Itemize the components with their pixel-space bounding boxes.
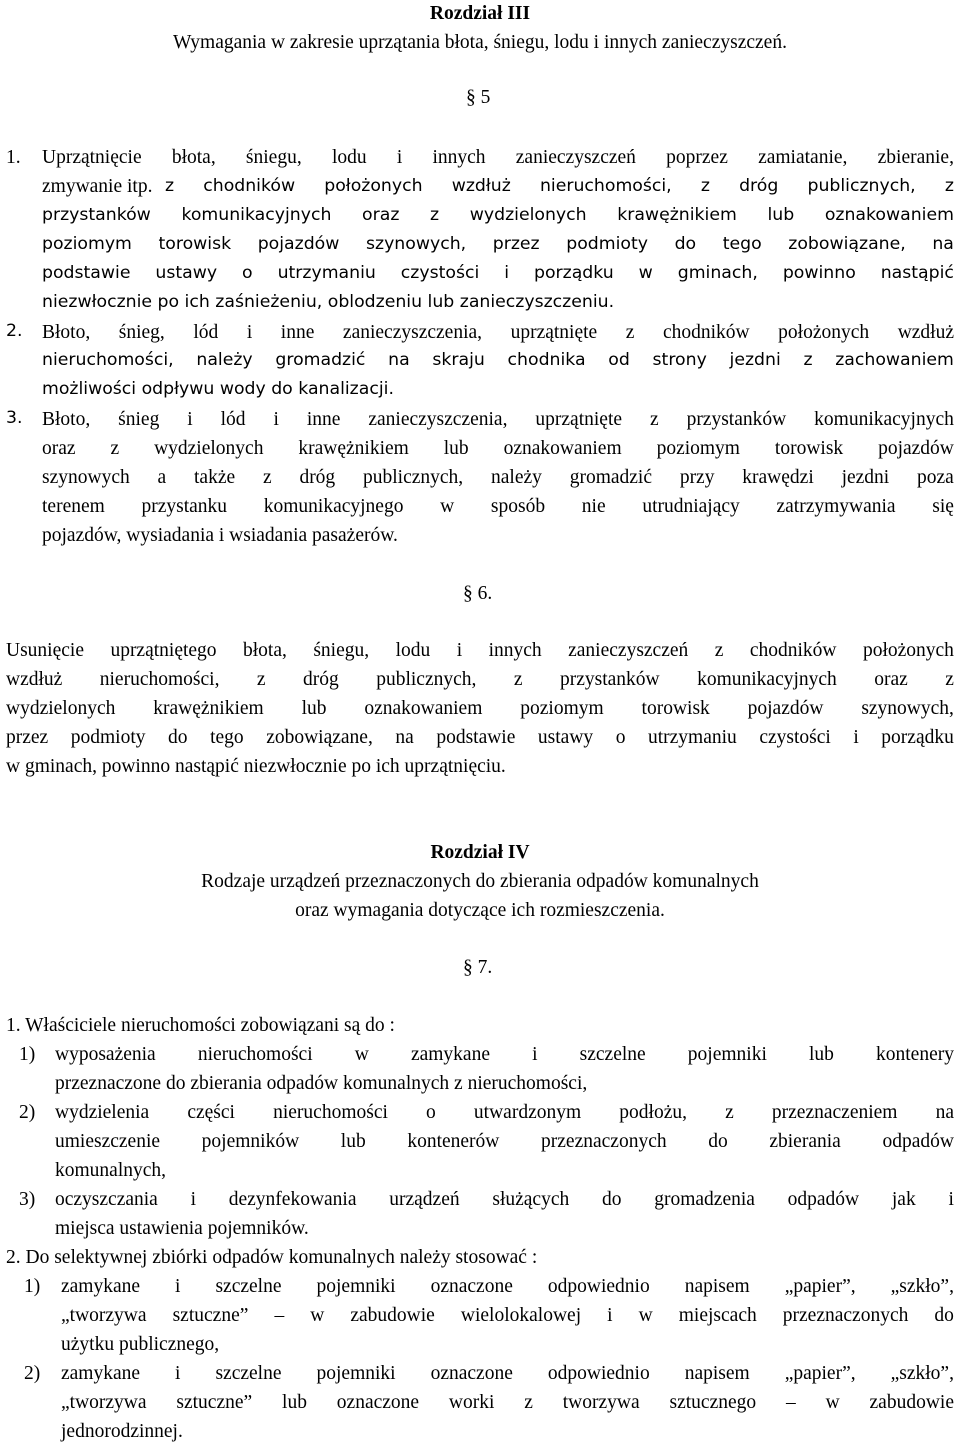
paragraph-line: z chodników położonych wzdłuż nieruchomości, z dróg publicznych, z (165, 176, 954, 196)
paragraph-line: oraz z wydzielonych krawężnikiem lub oznakowaniem poziomym torowisk pojazdów (42, 438, 954, 459)
list-item-line: jednorodzinnej. (61, 1421, 183, 1442)
list-item-line: zamykane i szczelne pojemniki oznaczone odpowiednio napisem „papier”, „szkło”, (61, 1363, 954, 1384)
paragraph-line: niezwłocznie po ich zaśnieżeniu, oblodzeniu lub zanieczyszczeniu. (42, 292, 615, 312)
list-item-line: zamykane i szczelne pojemniki oznaczone odpowiednio napisem „papier”, „szkło”, (61, 1276, 954, 1297)
list-item-line: przeznaczone do zbierania odpadów komunalnych z nieruchomości, (55, 1073, 588, 1094)
paragraph-line: poziomym torowisk pojazdów szynowych, przez podmioty do tego zobowiązane, na (42, 234, 954, 254)
section-7-mark: § 7. (463, 957, 493, 978)
chapter-4-title: Rodzaje urządzeń przeznaczonych do zbierania odpadów komunalnych (201, 871, 759, 892)
list-item-line: użytku publicznego, (61, 1334, 220, 1355)
chapter-4-heading: Rozdział IV (430, 842, 530, 863)
list-item-number: 3) (19, 1189, 36, 1210)
paragraph-line: Usunięcie uprzątniętego błota, śniegu, lodu i innych zanieczyszczeń z chodników położonych (6, 640, 954, 661)
list-item-line: komunalnych, (55, 1160, 167, 1181)
list-item-number: 2) (24, 1363, 41, 1384)
paragraph-line: pojazdów, wysiadania i wsiadania pasażerów. (42, 525, 398, 546)
paragraph-line: przystanków komunikacyjnych oraz z wydzielonych krawężnikiem lub oznakowaniem (42, 205, 954, 225)
paragraph-number: 1. (6, 147, 21, 168)
section-5-mark: § 5 (466, 87, 491, 108)
paragraph-line: zmywanie itp. (42, 176, 153, 197)
paragraph-line: w gminach, powinno nastąpić niezwłocznie po ich uprzątnięciu. (6, 756, 506, 777)
paragraph-heading: 2. Do selektywnej zbiórki odpadów komunalnych należy stosować : (6, 1247, 538, 1268)
list-item-line: „tworzywa sztuczne” lub oznaczone worki z tworzywa sztucznego – w zabudowie (61, 1392, 954, 1413)
list-item-number: 1) (24, 1276, 41, 1297)
paragraph-line: Błoto, śnieg, lód i inne zanieczyszczenia, uprzątnięte z chodników położonych wzdłuż (42, 322, 954, 343)
paragraph-line: wydzielonych krawężnikiem lub oznakowaniem poziomym torowisk pojazdów szynowych, (6, 698, 954, 719)
list-item-line: wyposażenia nieruchomości w zamykane i szczelne pojemniki lub kontenery (55, 1044, 954, 1065)
chapter-4-title: oraz wymagania dotyczące ich rozmieszczenia. (295, 900, 665, 921)
list-item-line: „tworzywa sztuczne” – w zabudowie wielolokalowej i w miejscach przeznaczonych do (61, 1305, 954, 1326)
section-6-mark: § 6. (463, 583, 493, 604)
list-item-number: 2) (19, 1102, 36, 1123)
chapter-3-heading: Rozdział III (429, 3, 531, 24)
list-item-line: wydzielenia części nieruchomości o utwardzonym podłożu, z przeznaczeniem na (55, 1102, 954, 1123)
chapter-3-title: Wymagania w zakresie uprzątania błota, śniegu, lodu i innych zanieczyszczeń. (173, 32, 787, 53)
paragraph-line: szynowych a także z dróg publicznych, należy gromadzić przy krawędzi jezdni poza (42, 467, 954, 488)
list-item-number: 1) (19, 1044, 36, 1065)
list-item-line: umieszczenie pojemników lub kontenerów przeznaczonych do zbierania odpadów (55, 1131, 954, 1152)
paragraph-number: 2. (6, 321, 23, 341)
paragraph-line: przez podmioty do tego zobowiązane, na podstawie ustawy o utrzymaniu czystości i porządku (6, 727, 954, 748)
paragraph-heading: 1. Właściciele nieruchomości zobowiązani są do : (6, 1015, 395, 1036)
paragraph-line: Uprzątnięcie błota, śniegu, lodu i innych zanieczyszczeń poprzez zamiatanie, zbieranie, (42, 147, 954, 168)
list-item-line: oczyszczania i dezynfekowania urządzeń służących do gromadzenia odpadów jak i (55, 1189, 954, 1210)
paragraph-line: terenem przystanku komunikacyjnego w sposób nie utrudniający zatrzymywania się (42, 496, 954, 517)
paragraph-line: nieruchomości, należy gromadzić na skraju chodnika od strony jezdni z zachowaniem (42, 350, 954, 370)
paragraph-number: 3. (6, 408, 23, 428)
paragraph-line: możliwości odpływu wody do kanalizacji. (42, 379, 394, 399)
paragraph-line: Błoto, śnieg i lód i inne zanieczyszczenia, uprzątnięte z przystanków komunikacyjnych (42, 409, 954, 430)
list-item-line: miejsca ustawienia pojemników. (55, 1218, 309, 1239)
paragraph-line: wzdłuż nieruchomości, z dróg publicznych, z przystanków komunikacyjnych oraz z (6, 669, 954, 690)
paragraph-line: podstawie ustawy o utrzymaniu czystości i porządku w gminach, powinno nastąpić (42, 263, 954, 283)
